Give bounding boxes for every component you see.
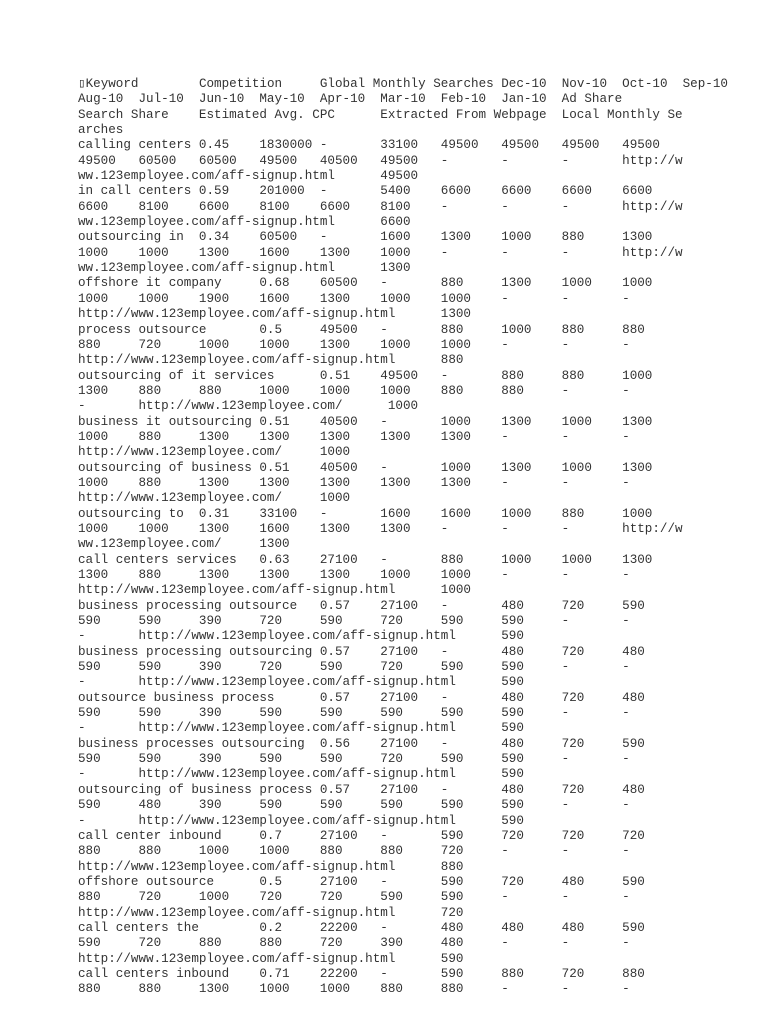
document-line: business processes outsourcing 0.56 27100 - 480 720 590 [78, 736, 645, 751]
document-line: process outsource 0.5 49500 - 880 1000 880 880 [78, 322, 645, 337]
document-line: calling centers 0.45 1830000 - 33100 49500 49500 49500 49500 [78, 138, 660, 153]
document-line: - http://www.123employee.com/aff-signup.html 590 [78, 813, 524, 828]
document-line: Aug-10 Jul-10 Jun-10 May-10 Apr-10 Mar-10 Feb-10 Jan-10 Ad Share [78, 92, 623, 107]
document-line: ▯Keyword Competition Global Monthly Searches Dec-10 Nov-10 Oct-10 Sep-10 [78, 77, 728, 91]
document-line: call centers services 0.63 27100 - 880 1000 1000 1300 [78, 552, 653, 567]
document-line: - http://www.123employee.com/aff-signup.html 590 [78, 767, 524, 782]
document-line: - http://www.123employee.com/aff-signup.html 590 [78, 675, 524, 690]
document-line: call center inbound 0.7 27100 - 590 720 720 720 [78, 828, 645, 843]
document-line: 1000 1000 1300 1600 1300 1000 - - - http://w [78, 245, 683, 260]
document-line: 590 720 880 880 720 390 480 - - - [78, 936, 630, 951]
document-line: call centers inbound 0.71 22200 - 590 880 720 880 [78, 966, 645, 981]
document-line: 590 480 390 590 590 590 590 590 - - [78, 798, 630, 813]
document-line: arches [78, 123, 124, 138]
document-line: 880 880 1000 1000 880 880 720 - - - [78, 844, 630, 859]
document-line: 49500 60500 60500 49500 40500 49500 - - - http://w [78, 153, 683, 168]
document-line: http://www.123employee.com/ 1000 [78, 445, 351, 460]
document-line: outsourcing of it services 0.51 49500 - 880 880 1000 [78, 368, 653, 383]
document-line: business processing outsource 0.57 27100 - 480 720 590 [78, 598, 645, 613]
document-line: - http://www.123employee.com/aff-signup.html 590 [78, 721, 524, 736]
document-line: outsourcing of business process 0.57 27100 - 480 720 480 [78, 782, 645, 797]
document-text [78, 77, 758, 998]
document-line: http://www.123employee.com/ 1000 [78, 491, 351, 506]
document-line: ww.123employee.com/aff-signup.html 1300 [78, 261, 411, 276]
document-line: business it outsourcing 0.51 40500 - 1000 1300 1000 1300 [78, 414, 653, 429]
document-line: http://www.123employee.com/aff-signup.html 1300 [78, 307, 471, 322]
document-line: 590 590 390 590 590 720 590 590 - - [78, 752, 630, 767]
document-line: 880 720 1000 1000 1300 1000 1000 - - - [78, 337, 630, 352]
document-line: Search Share Estimated Avg. CPC Extracted From Webpage Local Monthly Se [78, 107, 683, 122]
document-line: 1000 1000 1900 1600 1300 1000 1000 - - - [78, 291, 630, 306]
document-line: http://www.123employee.com/aff-signup.html 880 [78, 353, 464, 368]
document-line: in call centers 0.59 201000 - 5400 6600 6600 6600 6600 [78, 184, 653, 199]
document-line: 590 590 390 590 590 590 590 590 - - [78, 706, 630, 721]
document-line: 1000 880 1300 1300 1300 1300 1300 - - - [78, 429, 630, 444]
document-line: http://www.123employee.com/aff-signup.html 590 [78, 951, 464, 966]
document-line: http://www.123employee.com/aff-signup.html 1000 [78, 583, 471, 598]
document-line: 880 880 1300 1000 1000 880 880 - - - [78, 982, 630, 997]
document-line: offshore outsource 0.5 27100 - 590 720 480 590 [78, 874, 645, 889]
document-line: 1300 880 1300 1300 1300 1000 1000 - - - [78, 568, 630, 582]
document-line: 6600 8100 6600 8100 6600 8100 - - - http://w [78, 199, 683, 214]
document-line: - http://www.123employee.com/aff-signup.html 590 [78, 629, 524, 644]
document-line: outsourcing to 0.31 33100 - 1600 1600 1000 880 1000 [78, 506, 653, 521]
document-line: 590 590 390 720 590 720 590 590 - - [78, 614, 630, 629]
document-line: offshore it company 0.68 60500 - 880 1300 1000 1000 [78, 276, 653, 291]
document-line: 880 720 1000 720 720 590 590 - - - [78, 890, 630, 905]
document-line: ww.123employee.com/ 1300 [78, 537, 290, 552]
document-line: - http://www.123employee.com/ 1000 [78, 399, 419, 414]
document-line: outsourcing of business 0.51 40500 - 1000 1300 1000 1300 [78, 460, 653, 475]
document-line: outsource business process 0.57 27100 - 480 720 480 [78, 690, 645, 705]
document-line: http://www.123employee.com/aff-signup.html 880 [78, 859, 464, 874]
document-line: 1000 1000 1300 1600 1300 1300 - - - http://w [78, 521, 683, 536]
document-line: 1000 880 1300 1300 1300 1300 1300 - - - [78, 475, 630, 490]
document-line: call centers the 0.2 22200 - 480 480 480 590 [78, 920, 645, 935]
document-line: business processing outsourcing 0.57 27100 - 480 720 480 [78, 644, 645, 659]
document-line: ww.123employee.com/aff-signup.html 6600 [78, 215, 411, 230]
document-line: 1300 880 880 1000 1000 1000 880 880 - - [78, 383, 630, 398]
document-line: ww.123employee.com/aff-signup.html 49500 [78, 169, 419, 184]
document-line: 590 590 390 720 590 720 590 590 - - [78, 660, 630, 675]
document-line: outsourcing in 0.34 60500 - 1600 1300 1000 880 1300 [78, 230, 653, 245]
document-line: http://www.123employee.com/aff-signup.html 720 [78, 905, 464, 920]
